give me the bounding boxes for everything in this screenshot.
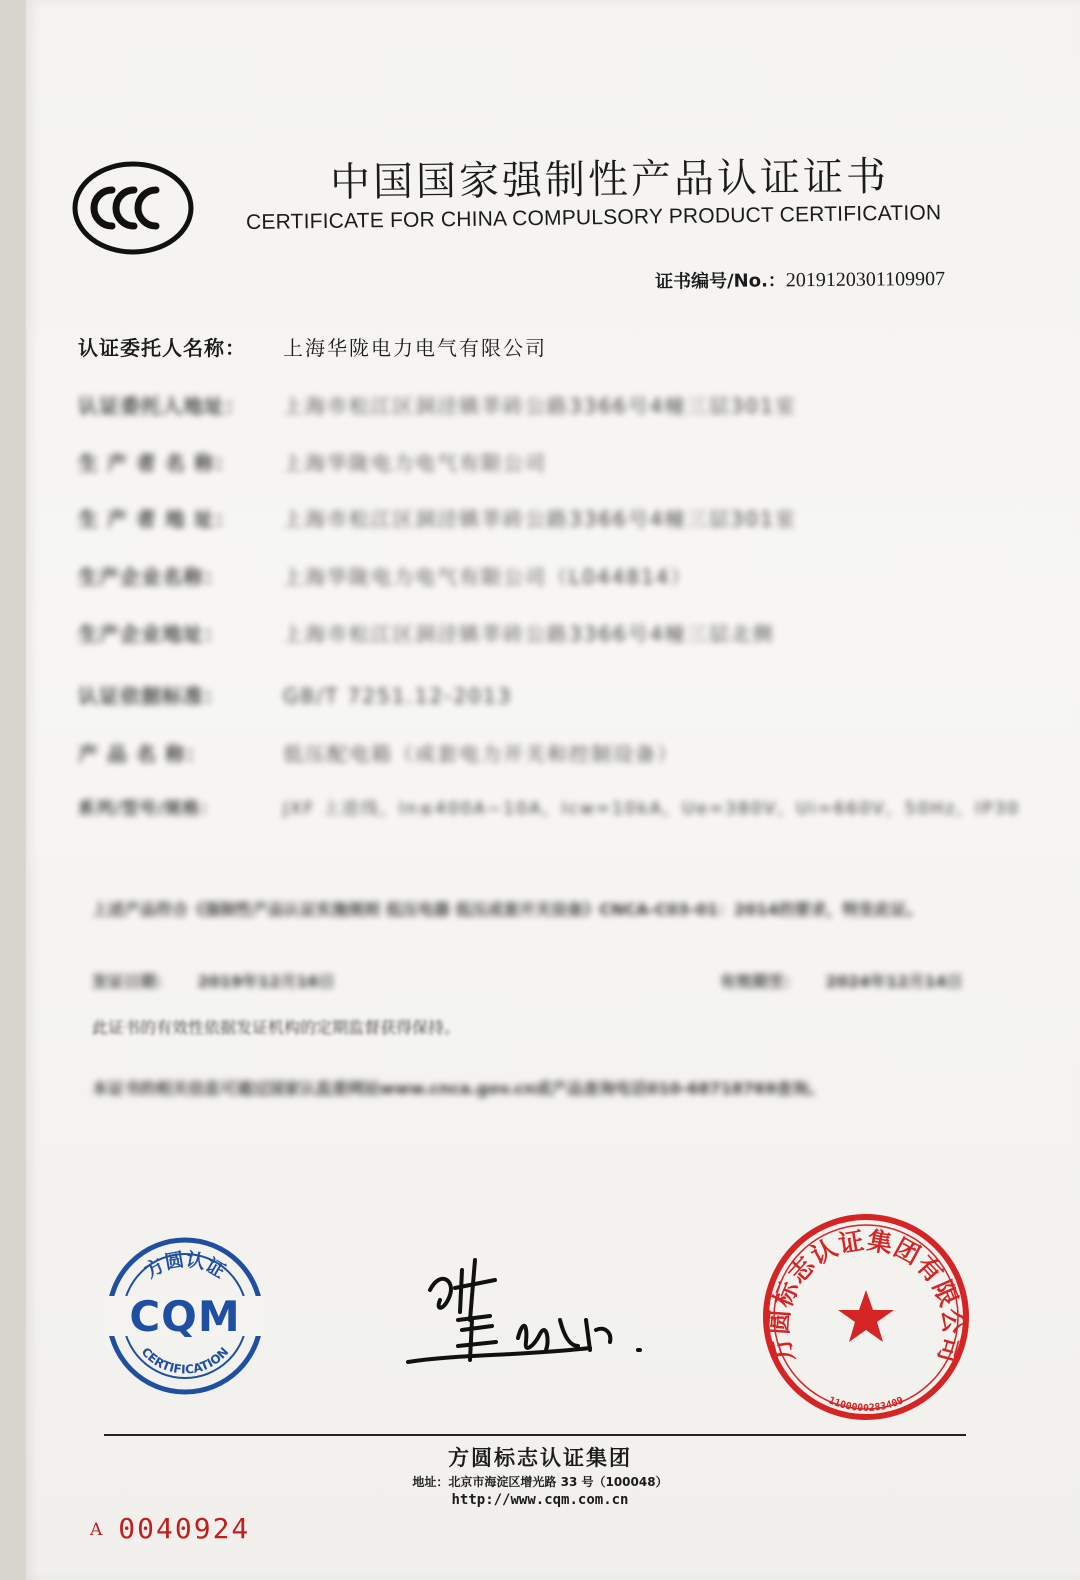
ccc-logo: [72, 160, 194, 256]
certificate-number-value: 2019120301109907: [785, 267, 946, 292]
field-value: JXF 上进线，In≤400A~10A，Icw=10kA，Ue=380V，Ui=660V，50Hz，IP30: [283, 799, 1021, 819]
field-value: 上海市松江区洞泾镇莘砖公路3366号4幢三层301室: [283, 394, 797, 418]
field-value: 上海华陇电力电气有限公司: [283, 451, 547, 475]
serial-prefix: A: [90, 1520, 103, 1540]
field-manufacturer-address: [78, 503, 1008, 532]
cqm-certification-seal: [104, 1236, 266, 1396]
validity-note: 此证书的有效性依据发证机构的定期监督获得保持。: [92, 1018, 461, 1037]
company-red-seal: [758, 1212, 974, 1422]
field-model-spec: [78, 794, 1021, 819]
certificate-number-label: 证书编号/No.：: [654, 270, 786, 293]
svg-text:CERTIFICATION: [139, 1345, 232, 1377]
organization-address: 地址：北京市海淀区增光路 33 号（100048）: [412, 1475, 668, 1489]
star-icon: [838, 1290, 894, 1342]
title-english: CERTIFICATE FOR CHINA COMPULSORY PRODUCT CERTIFICATION: [245, 201, 942, 235]
query-note: 本证书的相关信息可通过国家认监委网站www.cnca.gov.cn或产品查询电话010-68718769查询。: [92, 1079, 825, 1098]
field-standard: [78, 680, 1008, 709]
issuing-organization: 方圆标志认证集团: [448, 1446, 632, 1470]
field-label: 认证依据标准：: [78, 684, 225, 708]
field-factory-address: [78, 618, 1008, 647]
issue-date-label: 发证日期：: [92, 972, 173, 991]
field-applicant-address: [78, 390, 1008, 419]
conformity-statement: 上述产品符合《强制性产品认证实施规则 低压电器 低压成套开关设备》CNCA-C03-01：2014的要求，特发此证。: [92, 900, 923, 919]
cqm-seal-bottom-text: CERTIFICATION: [138, 1344, 232, 1377]
expiry-date: [720, 965, 1010, 999]
field-label: 系列/型号/规格：: [78, 799, 219, 819]
expiry-date-value: 2024年12月14日: [825, 972, 963, 991]
serial-number: [90, 1512, 290, 1545]
certificate-number: [655, 265, 995, 294]
red-seal-text: 方圆标志认证集团有限公司: [764, 1225, 968, 1367]
field-label: 生产企业地址：: [78, 622, 225, 646]
organization-url: http://www.cqm.com.cn: [451, 1492, 629, 1508]
field-value: GB/T 7251.12-2013: [283, 684, 513, 708]
field-value: 上海华陇电力电气有限公司（L044814）: [283, 565, 693, 589]
cqm-seal-mid-text: CQM: [129, 1292, 241, 1341]
field-value: 上海华陇电力电气有限公司: [283, 336, 547, 360]
field-value: 上海市松江区洞泾镇莘砖公路3366号4幢三层北侧: [283, 622, 775, 646]
field-manufacturer-name: [78, 447, 1008, 476]
title-chinese: 中国国家强制性产品认证证书: [329, 154, 890, 206]
field-value: 上海市松江区洞泾镇莘砖公路3366号4幢三层301室: [283, 507, 797, 531]
field-value: 低压配电箱（成套电力开关和控制设备）: [283, 742, 679, 766]
field-product-name: [78, 738, 1008, 767]
field-label: 认证委托人名称：: [78, 336, 246, 360]
field-label: 生产企业名称：: [78, 565, 225, 589]
issue-date-value: 2019年12月16日: [197, 972, 335, 991]
cqm-seal-top-text: 方圆认证: [140, 1248, 230, 1283]
footer-divider: [104, 1434, 966, 1436]
serial-digits: 0040924: [118, 1512, 251, 1545]
signature: [400, 1250, 660, 1380]
field-factory-name: [78, 561, 1008, 590]
field-applicant-name: [78, 332, 1008, 361]
field-label: 产 品 名 称：: [78, 742, 207, 766]
red-seal-number: 1100000283409: [826, 1395, 906, 1415]
field-label: 生 产 者 地 址：: [78, 507, 236, 531]
expiry-date-label: 有效期至：: [720, 972, 801, 991]
field-label: 认证委托人地址：: [78, 394, 246, 418]
field-label: 生 产 者 名 称：: [78, 451, 236, 475]
